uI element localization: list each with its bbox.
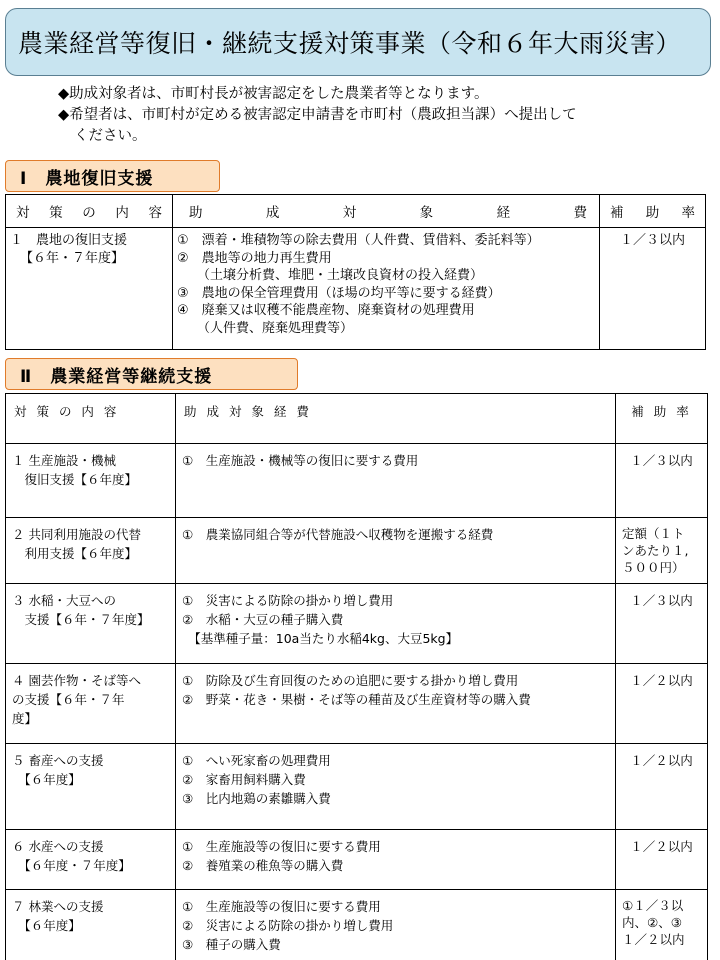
costs-cell: ① へい死家畜の処理費用 ② 家畜用飼料購入費 ③ 比内地鶏の素雛購入費 bbox=[176, 744, 616, 830]
business-continuity-table bbox=[5, 393, 708, 960]
rate-cell: ①１／３以 内、②、③ １／２以内 bbox=[616, 890, 708, 960]
measure-cell: １ 生産施設・機械 復旧支援【６年度】 bbox=[6, 444, 176, 518]
table-row bbox=[6, 890, 708, 960]
note-application-continued: ください。 bbox=[74, 128, 147, 144]
page-title: 農業経営等復旧・継続支援対策事業（令和６年大雨災害） bbox=[5, 8, 711, 76]
table-header-row bbox=[6, 394, 708, 444]
notes bbox=[58, 84, 698, 147]
costs-cell: ① 生産施設等の復旧に要する費用 ② 養殖業の稚魚等の購入費 bbox=[176, 830, 616, 890]
measure-cell: ３ 水稲・大豆への 支援【６年・７年度】 bbox=[6, 584, 176, 664]
header-rate: 補 助 率 bbox=[600, 195, 706, 228]
measure-cell: ７ 林業への支援 【６年度】 bbox=[6, 890, 176, 960]
header-costs: 助 成 対 象 経 費 bbox=[176, 394, 616, 444]
measure-cell: １ 農地の復旧支援 【６年・７年度】 bbox=[6, 228, 173, 350]
table-row bbox=[6, 584, 708, 664]
costs-cell: ① 災害による防除の掛かり増し費用 ② 水稲・大豆の種子購入費 【基準種子量：10a当たり水稲4kg、大豆5kg】 bbox=[176, 584, 616, 664]
header-measure: 対 策 の 内 容 bbox=[6, 394, 176, 444]
rate-cell: 定額（１ト ンあたり１, ５００円） bbox=[616, 518, 708, 584]
note-eligibility: ◆助成対象者は、市町村長が被害認定をした農業者等となります。 bbox=[58, 86, 489, 102]
rate-cell: １／２以内 bbox=[616, 664, 708, 744]
table-row bbox=[6, 444, 708, 518]
costs-cell: ① 生産施設等の復旧に要する費用 ② 災害による防除の掛かり増し費用 ③ 種子の購入費 bbox=[176, 890, 616, 960]
costs-cell: ① 生産施設・機械等の復旧に要する費用 bbox=[176, 444, 616, 518]
rate-cell: １／２以内 bbox=[616, 744, 708, 830]
costs-cell: ① 防除及び生育回復のための追肥に要する掛かり増し費用 ② 野菜・花き・果樹・そば等の種苗及び生産資材等の購入費 bbox=[176, 664, 616, 744]
table-row bbox=[6, 664, 708, 744]
measure-cell: ２ 共同利用施設の代替 利用支援【６年度】 bbox=[6, 518, 176, 584]
header-measure: 対 策 の 内 容 bbox=[6, 195, 173, 228]
costs-cell: ① 農業協同組合等が代替施設へ収穫物を運搬する経費 bbox=[176, 518, 616, 584]
measure-cell: ４ 園芸作物・そば等へ の支援【６年・７年 度】 bbox=[6, 664, 176, 744]
rate-cell: １／３以内 bbox=[600, 228, 706, 350]
section-1-heading: Ⅰ 農地復旧支援 bbox=[5, 160, 220, 192]
table-header-row bbox=[6, 195, 706, 228]
rate-cell: １／３以内 bbox=[616, 444, 708, 518]
section-2-heading: Ⅱ 農業経営等継続支援 bbox=[5, 358, 298, 390]
note-application: ◆希望者は、市町村が定める被害認定申請書を市町村（農政担当課）へ提出して bbox=[58, 107, 577, 123]
header-costs: 助 成 対 象 経 費 bbox=[173, 195, 600, 228]
farmland-restoration-table bbox=[5, 194, 706, 350]
table-row bbox=[6, 744, 708, 830]
table-row bbox=[6, 518, 708, 584]
measure-cell: ６ 水産への支援 【６年度・７年度】 bbox=[6, 830, 176, 890]
table-row bbox=[6, 830, 708, 890]
rate-cell: １／３以内 bbox=[616, 584, 708, 664]
table-row bbox=[6, 228, 706, 350]
rate-cell: １／２以内 bbox=[616, 830, 708, 890]
costs-cell: ① 漂着・堆積物等の除去費用（人件費、賃借料、委託料等） ② 農地等の地力再生費用 （土壌分析費、堆肥・土壌改良資材の投入経費） ③ 農地の保全管理費用（ほ場の均平等に要する経費） ④ 廃棄又は収穫不能農産物、廃棄資材の処理費用 （人件費、廃棄処理費等） bbox=[173, 228, 600, 350]
header-rate: 補 助 率 bbox=[616, 394, 708, 444]
measure-cell: ５ 畜産への支援 【６年度】 bbox=[6, 744, 176, 830]
